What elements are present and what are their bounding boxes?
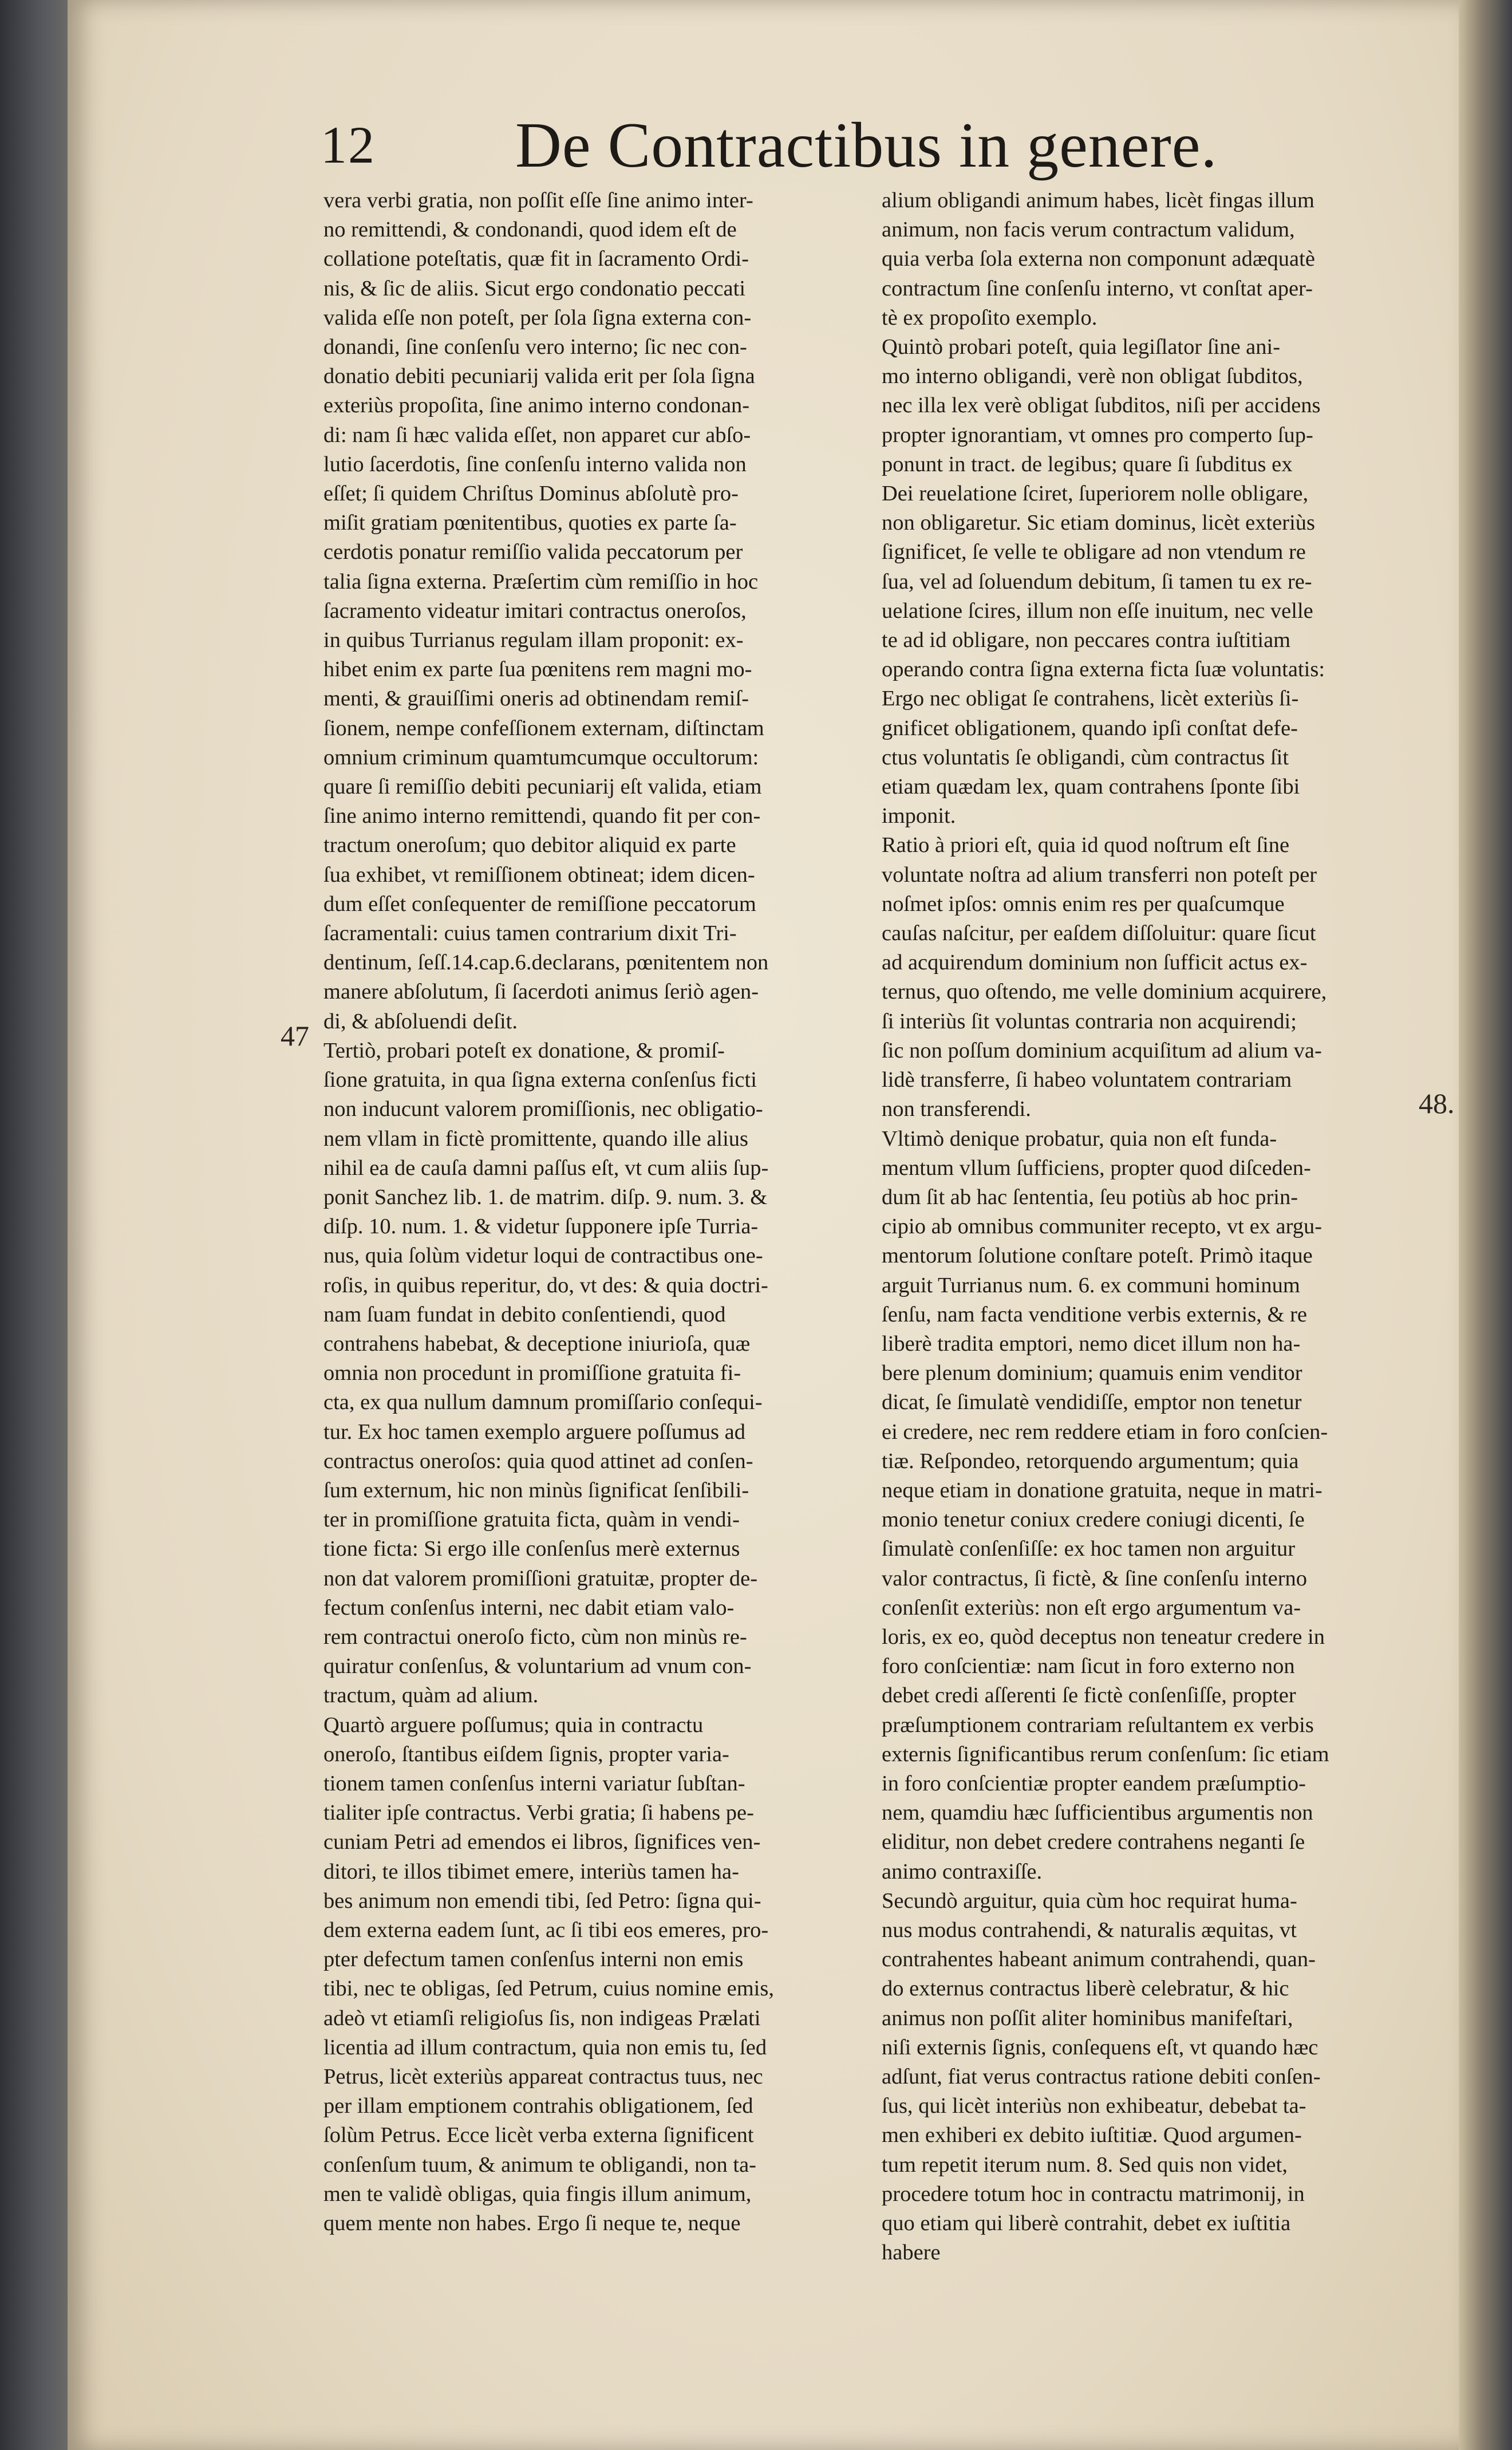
- text-line: bes animum non emendi tibi, ſed Petro: ſigna qui-: [323, 1888, 761, 1913]
- text-line: niſi externis ſignis, conſequens eſt, vt quando hæc: [882, 2035, 1318, 2060]
- text-line: eſſet; ſi quidem Chriſtus Dominus abſolutè pro-: [323, 482, 739, 506]
- text-line: non dat valorem promiſſioni gratuitæ, propter de-: [323, 1566, 758, 1591]
- text-line: liberè tradita emptori, nemo dicet illum non ha-: [882, 1331, 1301, 1356]
- text-line: ſi interiùs ſit voluntas contraria non acquirendi;: [882, 1009, 1297, 1033]
- margin-number-right: 48.: [1419, 1087, 1455, 1119]
- text-line: tibi, nec te obligas, ſed Petrum, cuius nomine emis,: [323, 1976, 774, 2001]
- text-line: foro conſcientiæ: nam ſicut in foro externo non: [882, 1654, 1295, 1679]
- text-line: ſolùm Petrus. Ecce licèt verba externa ſignificent: [323, 2123, 754, 2148]
- text-line: ſenſu, nam facta venditione verbis externis, & re: [882, 1302, 1308, 1327]
- text-line: ſionem, nempe confeſſionem externam, diſtinctam: [323, 716, 764, 740]
- text-line: cerdotis ponatur remiſſio valida peccatorum per: [323, 540, 743, 565]
- text-line: contrahentes habeant animum contrahendi, quan-: [882, 1947, 1316, 1972]
- text-line: debet credi aſſerenti ſe fictè conſenſiſſe, propter: [882, 1683, 1296, 1708]
- text-line: cauſas naſcitur, per eaſdem diſſoluitur: quare ſicut: [882, 921, 1316, 946]
- text-line: ponit Sanchez lib. 1. de matrim. diſp. 9. num. 3. &: [323, 1185, 768, 1209]
- text-line: nis, & ſic de aliis. Sicut ergo condonatio peccati: [323, 276, 746, 301]
- text-line: animum, non facis verum contractum validum,: [882, 218, 1295, 242]
- text-line: contrahens habebat, & deceptione iniurioſa, quæ: [323, 1331, 751, 1356]
- text-line: collatione poteſtatis, quæ fit in ſacramento Ordi-: [323, 247, 749, 271]
- text-line: ad acquirendum dominium non ſufficit actus ex-: [882, 950, 1308, 975]
- text-line: ſacramento videatur imitari contractus oneroſos,: [323, 598, 747, 623]
- margin-number-left: 47: [281, 1020, 309, 1052]
- text-line: lutio ſacerdotis, ſine conſenſu interno valida non: [323, 452, 747, 476]
- text-line: arguit Turrianus num. 6. ex communi hominum: [882, 1273, 1300, 1297]
- text-line: cipio ab omnibus communiter recepto, vt ex argu-: [882, 1214, 1322, 1239]
- text-line: nihil ea de cauſa damni paſſus eſt, vt cum aliis ſup-: [323, 1155, 769, 1180]
- text-line: hibet enim ex parte ſua pœnitens rem magni mo-: [323, 657, 752, 682]
- text-line: ſacramentali: cuius tamen contrarium dixit Tri-: [323, 921, 737, 946]
- text-line: quia verba ſola externa non componunt adæquatè: [882, 247, 1315, 271]
- text-line: menti, & grauiſſimi oneris ad obtinendam remiſ-: [323, 687, 749, 711]
- text-line: mentum vllum ſufficiens, propter quod diſceden-: [882, 1155, 1311, 1180]
- text-line: etiam quædam lex, quam contrahens ſponte ſibi: [882, 775, 1300, 799]
- text-line: non transferendi.: [882, 1097, 1031, 1122]
- text-line: tionem tamen conſenſus interni variatur ſubſtan-: [323, 1771, 745, 1796]
- text-line: Quartò arguere poſſumus; quia in contractu: [323, 1713, 704, 1737]
- text-line: diſp. 10. num. 1. & videtur ſupponere ipſe Turria-: [323, 1214, 759, 1239]
- text-line: quiratur conſenſus, & voluntarium ad vnum con-: [323, 1654, 752, 1679]
- text-line: gnificet obligationem, quando ipſi conſtat defe-: [882, 716, 1298, 740]
- text-line: ſignificet, ſe velle te obligare ad non vtendum re: [882, 540, 1306, 565]
- text-line: ditori, te illos tibimet emere, interiùs tamen ha-: [323, 1859, 739, 1884]
- text-line: habere: [882, 2240, 941, 2265]
- text-line: omnia non procedunt in promiſſione gratuita fi-: [323, 1361, 741, 1386]
- text-line: dentinum, ſeſſ.14.cap.6.declarans, pœnitentem non: [323, 950, 769, 975]
- text-line: animus non poſſit aliter hominibus manifeſtari,: [882, 2006, 1293, 2030]
- text-line: licentia ad illum contractum, quia non emis tu, ſed: [323, 2035, 767, 2060]
- text-line: uelatione ſcires, illum non eſſe inuitum, nec velle: [882, 598, 1313, 623]
- text-line: alium obligandi animum habes, licèt fingas illum: [882, 188, 1314, 212]
- text-line: ei credere, nec rem reddere etiam in foro conſcien-: [882, 1419, 1328, 1444]
- text-line: monio tenetur coniux credere coniugi dicenti, ſe: [882, 1508, 1305, 1532]
- text-line: tialiter ipſe contractus. Verbi gratia; ſi habens pe-: [323, 1801, 754, 1825]
- text-line: nec illa lex verè obligat ſubditos, niſi per accidens: [882, 393, 1321, 418]
- text-line: bere plenum dominium; quamuis enim venditor: [882, 1361, 1302, 1386]
- text-line: voluntate noſtra ad alium transferri non poteſt per: [882, 862, 1317, 887]
- text-line: adſunt, fiat verus contractus ratione debiti conſen-: [882, 2065, 1321, 2089]
- text-line: fectum conſenſus interni, nec dabit etiam valo-: [323, 1595, 735, 1620]
- text-line: noſmet ipſos: omnis enim res per quaſcumque: [882, 891, 1285, 916]
- text-line: valor contractus, ſi fictè, & ſine conſenſu interno: [882, 1566, 1308, 1591]
- text-line: nus, quia ſolùm videtur loqui de contractibus one-: [323, 1244, 763, 1268]
- text-line: ſimulatè conſenſiſſe: ex hoc tamen non arguitur: [882, 1537, 1296, 1561]
- text-line: oneroſo, ſtantibus eiſdem ſignis, propter varia-: [323, 1742, 729, 1766]
- text-line: men te validè obligas, quia fingis illum animum,: [323, 2181, 752, 2206]
- text-line: tum repetit iterum num. 8. Sed quis non videt,: [882, 2152, 1288, 2177]
- text-line: talia ſigna externa. Præſertim cùm remiſſio in hoc: [323, 569, 759, 594]
- text-line: ctus voluntatis ſe obligandi, cùm contractus ſit: [882, 745, 1289, 770]
- text-line: ſine animo interno remittendi, quando fit per con-: [323, 804, 761, 828]
- text-line: Quintò probari poteſt, quia legiſlator ſine ani-: [882, 335, 1281, 360]
- text-line: dum ſit ab hac ſententia, ſeu potiùs ab hoc prin-: [882, 1185, 1298, 1209]
- text-line: pter defectum tamen conſenſus interni non emis: [323, 1947, 744, 1972]
- text-line: quo etiam qui liberè contrahit, debet ex iuſtitia: [882, 2211, 1291, 2236]
- text-line: ternus, quo oſtendo, me velle dominium acquirere,: [882, 980, 1327, 1004]
- book-binding-gutter: [0, 0, 69, 2450]
- text-line: tractum, quàm ad alium.: [323, 1683, 539, 1708]
- text-line: mentorum ſolutione conſtare poteſt. Primò itaque: [882, 1244, 1313, 1268]
- text-line: dum eſſet conſequenter de remiſſione peccatorum: [323, 891, 756, 916]
- text-line: Vltimò denique probatur, quia non eſt funda-: [882, 1126, 1277, 1151]
- text-line: mo interno obligandi, verè non obligat ſubditos,: [882, 364, 1303, 389]
- text-line: dem externa eadem ſunt, ac ſi tibi eos emeres, pro-: [323, 1918, 769, 1942]
- text-line: donatio debiti pecuniarij valida erit per ſola ſigna: [323, 364, 755, 389]
- text-line: Petrus, licèt exteriùs appareat contractus tuus, nec: [323, 2065, 763, 2089]
- text-line: eliditur, non debet credere contrahens neganti ſe: [882, 1830, 1305, 1855]
- text-line: ſic non poſſum dominium acquiſitum ad alium va-: [882, 1038, 1322, 1063]
- text-line: tione ficta: Si ergo ille conſenſus merè externus: [323, 1537, 740, 1561]
- text-line: in foro conſcientiæ propter eandem præſumptio-: [882, 1771, 1306, 1796]
- text-line: nem, quamdiu hæc ſufficientibus argumentis non: [882, 1801, 1313, 1825]
- text-line: roſis, in quibus reperitur, do, vt des: & quia doctri-: [323, 1273, 768, 1297]
- text-line: tè ex propoſito exemplo.: [882, 305, 1098, 330]
- left-text-column: [323, 186, 867, 2238]
- text-line: conſenſum tuum, & animum te obligandi, non ta-: [323, 2152, 756, 2177]
- text-line: contractus oneroſos: quia quod attinet ad conſen-: [323, 1449, 753, 1473]
- text-line: men exhiberi ex debito iuſtitiæ. Quod argumen-: [882, 2123, 1302, 2148]
- text-line: nam ſuam fundat in debito conſentiendi, quod: [323, 1302, 726, 1327]
- text-line: quem mente non habes. Ergo ſi neque te, neque: [323, 2211, 741, 2236]
- text-line: præſumptionem contrariam reſultantem ex verbis: [882, 1713, 1314, 1737]
- text-line: ponunt in tract. de legibus; quare ſi ſubditus ex: [882, 452, 1293, 476]
- page-number: 12: [321, 116, 376, 174]
- text-line: di, & abſoluendi deſit.: [323, 1009, 518, 1033]
- text-line: Secundò arguitur, quia cùm hoc requirat huma-: [882, 1888, 1297, 1913]
- text-line: do externus contractus liberè celebratur, & hic: [882, 1976, 1289, 2001]
- text-line: operando contra ſigna externa ficta ſuæ voluntatis:: [882, 657, 1325, 682]
- text-line: ter in promiſſione gratuita ficta, quàm in vendi-: [323, 1508, 740, 1532]
- text-line: no remittendi, & condonandi, quod idem eſt de: [323, 218, 737, 242]
- text-line: exteriùs propoſita, ſine animo interno condonan-: [323, 393, 750, 418]
- text-line: omnium criminum quamtumcumque occultorum:: [323, 745, 759, 770]
- text-line: adeò vt etiamſi religioſus ſis, non indigeas Prælati: [323, 2006, 761, 2030]
- text-line: animo contraxiſſe.: [882, 1859, 1043, 1884]
- text-line: ſua, vel ad ſoluendum debitum, ſi tamen tu ex re-: [882, 569, 1312, 594]
- text-line: per illam emptionem contrahis obligationem, ſed: [323, 2094, 753, 2118]
- text-line: ſus, qui licèt interiùs non exhibeatur, debebat ta-: [882, 2094, 1306, 2118]
- text-line: Ratio à priori eſt, quia id quod noſtrum eſt ſine: [882, 833, 1290, 858]
- text-line: contractum ſine conſenſu interno, vt conſtat aper-: [882, 276, 1313, 301]
- text-line: quare ſi remiſſio debiti pecuniarij eſt valida, etiam: [323, 775, 762, 799]
- running-title: De Contractibus in genere.: [515, 110, 1218, 181]
- text-line: manere abſolutum, ſi ſacerdoti animus ſeriò agen-: [323, 980, 759, 1004]
- text-line: di: nam ſi hæc valida eſſet, non apparet cur abſo-: [323, 423, 751, 447]
- text-line: ſione gratuita, in qua ſigna externa conſenſus ficti: [323, 1068, 757, 1092]
- text-line: rem contractui oneroſo ficto, cùm non minùs re-: [323, 1624, 747, 1649]
- text-line: Dei reuelatione ſciret, ſuperiorem nolle obligare,: [882, 482, 1309, 506]
- text-line: loris, ex eo, quòd deceptus non teneatur credere in: [882, 1624, 1325, 1649]
- text-line: Ergo nec obligat ſe contrahens, licèt exteriùs ſi-: [882, 687, 1299, 711]
- text-line: non obligaretur. Sic etiam dominus, licèt exteriùs: [882, 511, 1316, 535]
- text-line: procedere totum hoc in contractu matrimonij, in: [882, 2181, 1305, 2206]
- text-line: non inducunt valorem promiſſionis, nec obligatio-: [323, 1097, 763, 1122]
- text-line: dicat, ſe ſimulatè vendidiſſe, emptor non tenetur: [882, 1390, 1302, 1415]
- text-line: imponit.: [882, 804, 956, 828]
- right-text-column: [882, 186, 1426, 2267]
- text-line: externis ſignificantibus rerum conſenſum: ſic etiam: [882, 1742, 1329, 1766]
- text-line: lidè transferre, ſi habeo voluntatem contrariam: [882, 1068, 1292, 1092]
- text-line: Tertiò, probari poteſt ex donatione, & promiſ-: [323, 1038, 725, 1063]
- text-line: neque etiam in donatione gratuita, neque in matri-: [882, 1478, 1322, 1502]
- text-line: tur. Ex hoc tamen exemplo arguere poſſumus ad: [323, 1419, 746, 1444]
- text-line: donandi, ſine conſenſu vero interno; ſic nec con-: [323, 335, 747, 360]
- text-line: cta, ex qua nullum damnum promiſſario conſequi-: [323, 1390, 763, 1415]
- text-line: nem vllam in fictè promittente, quando ille alius: [323, 1126, 749, 1151]
- text-line: nus modus contrahendi, & naturalis æquitas, vt: [882, 1918, 1297, 1942]
- text-line: tractum oneroſum; quo debitor aliquid ex parte: [323, 833, 736, 858]
- text-line: valida eſſe non poteſt, per ſola ſigna externa con-: [323, 305, 752, 330]
- text-line: cuniam Petri ad emendos ei libros, ſignifices ven-: [323, 1830, 761, 1855]
- text-line: propter ignorantiam, vt omnes pro comperto ſup-: [882, 423, 1313, 447]
- page-edge: [1459, 0, 1512, 2450]
- text-line: ſua exhibet, vt remiſſionem obtineat; idem dicen-: [323, 862, 755, 887]
- text-line: te ad id obligare, non peccares contra iuſtitiam: [882, 628, 1291, 653]
- text-line: in quibus Turrianus regulam illam proponit: ex-: [323, 628, 744, 653]
- text-line: conſenſit exteriùs: non eſt ergo argumentum va-: [882, 1595, 1301, 1620]
- text-line: miſit gratiam pœnitentibus, quoties ex parte ſa-: [323, 511, 737, 535]
- text-line: tiæ. Reſpondeo, retorquendo argumentum; quia: [882, 1449, 1299, 1473]
- page-header: [321, 109, 1237, 183]
- text-line: vera verbi gratia, non poſſit eſſe ſine animo inter-: [323, 188, 753, 212]
- text-line: ſum externum, hic non minùs ſignificat ſenſibili-: [323, 1478, 749, 1502]
